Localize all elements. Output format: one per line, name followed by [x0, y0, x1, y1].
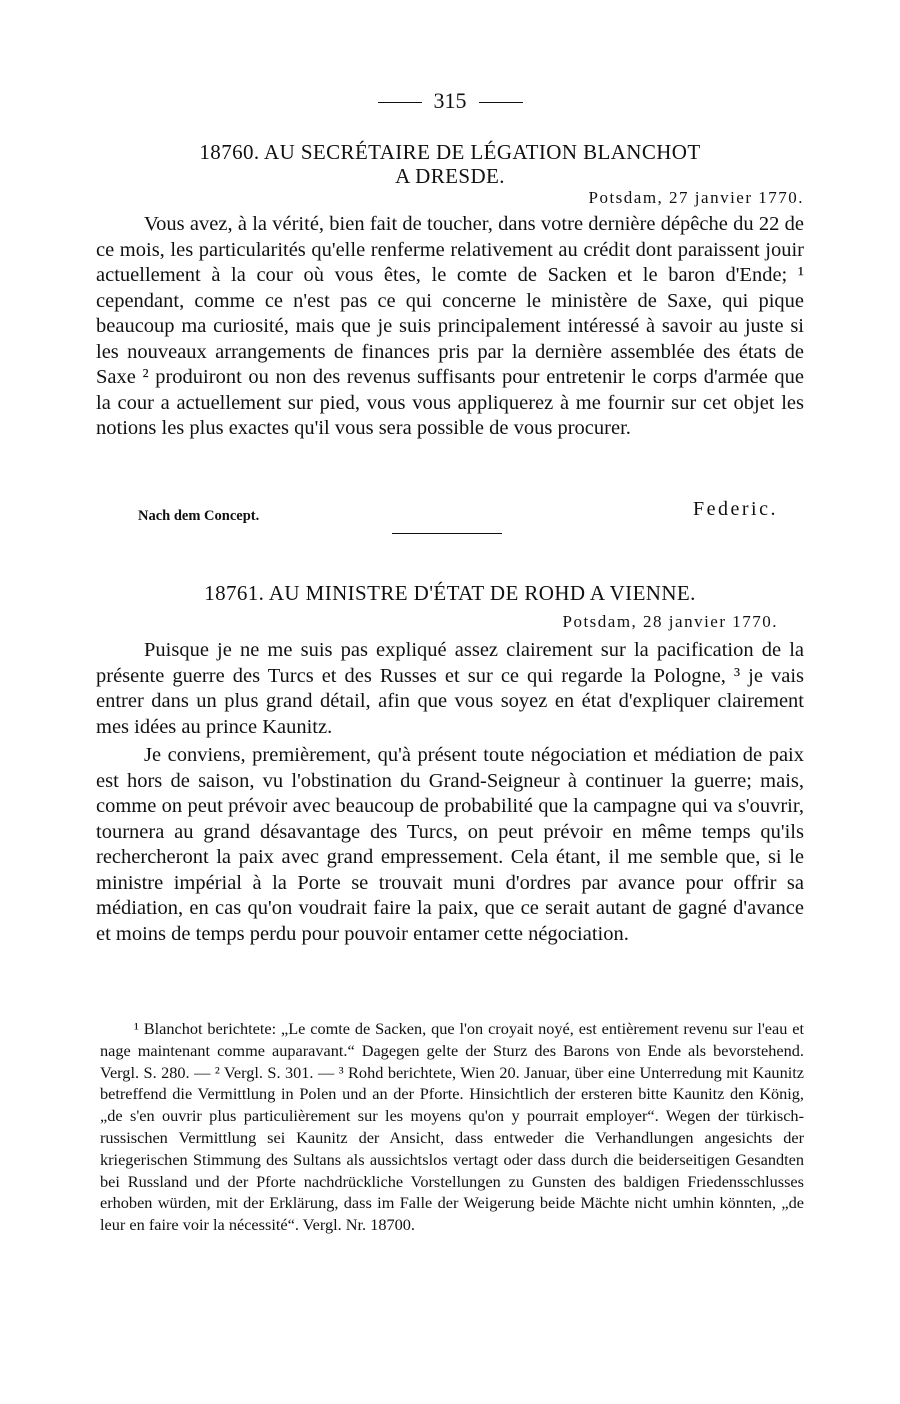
letter-1-heading-line2: A DRESDE.: [395, 164, 505, 188]
letter-2-paragraph-2: Je conviens, premièrement, qu'à présent toute négociation et médiation de paix est hors de saison, vu l'obstination du Grand-Seigneur à continuer la guerre; mais, comme on peut prévoir avec beaucoup de probabilité que la campagne qui va s'ouvrir, tournera au grand désavantage des Turcs, on peut prévoir en même temps qu'ils rechercheront la paix avec grand empressement. Cela étant, il me semble que, si le ministre impérial à la Porte se trouvait muni d'ordres par avance pour offrir sa médiation, en cas qu'on voudrait faire la paix, que ce serait autant de gagné d'avance et moins de temps perdu pour pouvoir entamer cette négociation.: [96, 744, 804, 945]
letter-2-dateline: Potsdam, 28 janvier 1770.: [562, 612, 778, 631]
letter-1-addressee: AU SECRÉTAIRE DE LÉGATION BLANCHOT: [264, 140, 701, 164]
letter-1-signature: Federic.: [693, 498, 778, 520]
letter-2-addressee: AU MINISTRE D'ÉTAT DE ROHD A VIENNE.: [268, 581, 696, 605]
page-number-dash-left: [378, 102, 422, 103]
letter-2-paragraph-1: Puisque je ne me suis pas expliqué assez clairement sur la pacification de la présente guerre des Turcs et des Russes et sur ce qui regarde la Pologne, ³ je vais entrer dans un plus grand détail, afin que vous soyez en état d'expliquer clairement mes idées au prince Kaunitz.: [96, 639, 804, 738]
letter-separator: [392, 533, 502, 534]
letter-1-heading: [96, 140, 804, 165]
letter-1-body: [96, 212, 804, 442]
letter-2-heading: [96, 581, 804, 606]
page-number: 315: [433, 88, 467, 113]
letter-2-body-part2: [96, 743, 804, 947]
letter-1-number: 18760.: [199, 140, 260, 164]
footnote-text: ¹ Blanchot berichtete: „Le comte de Sacken, que l'on croyait noyé, est entièrement revenu sur l'eau et nage maintenant comme auparavant.“ Dagegen gelte der Sturz des Barons von Ende als bevorstehend. Vergl. S. 280. — ² Vergl. S. 301. — ³ Rohd berichtete, Wien 20. Januar, über eine Unterredung mit Kaunitz betreffend die Vermittlung in Polen und an der Pforte. Hinsichtlich der ersteren bitte Kaunitz den König, „de s'en ouvrir plus particulièrement sur les moyens qu'on y pourrait employer“. Wegen der türkisch-russischen Vermittlung sei Kaunitz der Ansicht, dass entweder die Verhandlungen angesichts der kriegerischen Stimmung des Sultans als aussichtslos vertagt oder dass durch die beiderseitigen Gesandten bei Russland und der Pforte nachdrückliche Vorstellungen zu Gunsten des baldigen Friedensschlusses erhoben würden, mit der Erklärung, dass im Falle der Weigerung beide Mächte nicht umhin könnten, „de leur en faire voir la nécessité“. Vergl. Nr. 18700.: [100, 1019, 804, 1235]
page-number-line: [0, 88, 900, 114]
footnotes: [100, 1018, 804, 1236]
page-number-dash-right: [479, 102, 523, 103]
letter-2-body-part1: [96, 638, 804, 740]
letter-2-number: 18761.: [204, 581, 265, 605]
letter-1-dateline: Potsdam, 27 janvier 1770.: [588, 188, 804, 207]
letter-1-source-note: Nach dem Concept.: [138, 508, 260, 524]
letter-1-paragraph: Vous avez, à la vérité, bien fait de toucher, dans votre dernière dépêche du 22 de ce mois, les particularités qu'elle renferme relativement au crédit dont paraissent jouir actuellement à la cour où vous êtes, le comte de Sacken et le baron d'Ende; ¹ cependant, comme ce n'est pas ce qui concerne le ministère de Saxe, qui pique beaucoup ma curiosité, mais que je suis principalement intéressé à savoir au juste si les nouveaux arrangements de finances pris par la dernière assemblée des états de Saxe ² produiront ou non des revenus suffisants pour entretenir le corps d'armée que la cour a actuellement sur pied, vous vous appliquerez à me fournir sur cet objet les notions les plus exactes qu'il vous sera possible de vous procurer.: [96, 213, 804, 439]
